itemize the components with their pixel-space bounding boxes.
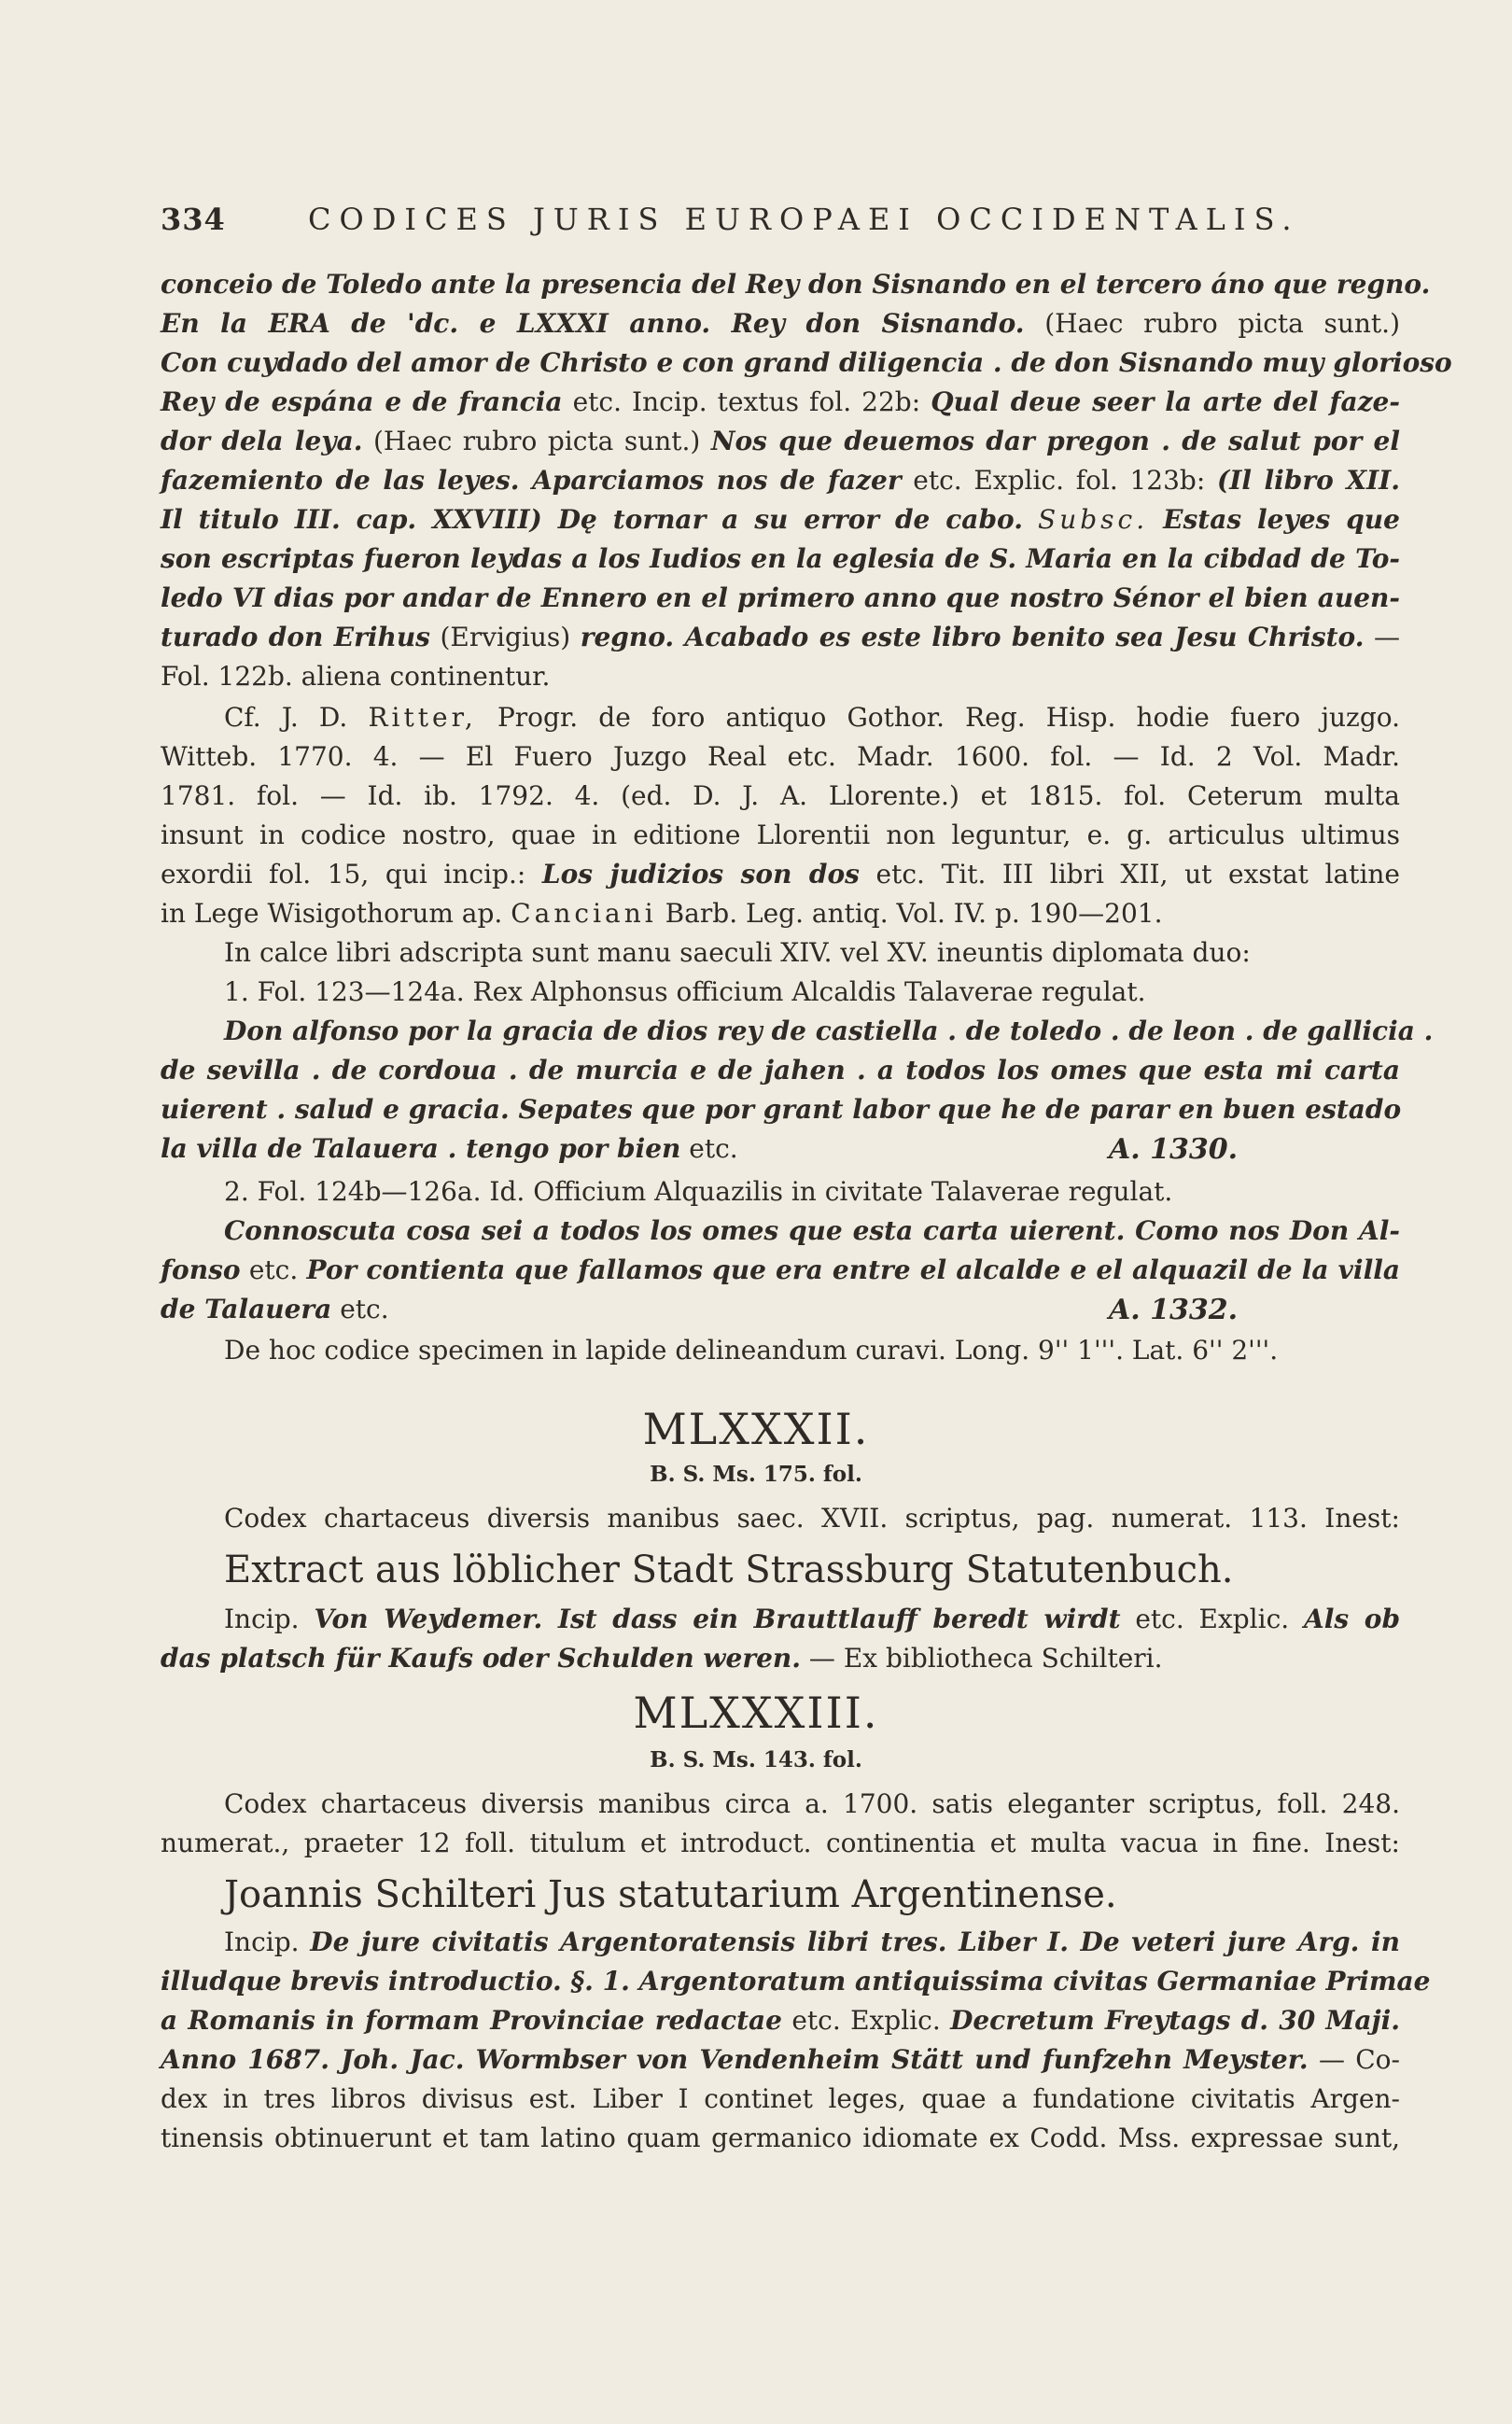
shelfmark: B. S. Ms. 143. fol. [650, 1747, 862, 1772]
text-line: de sevilla . de cordoua . de murcia e de jahen . a todos los omes que esta mi carta [161, 1055, 1400, 1086]
text-line: 2. Fol. 124b—126a. Id. Officium Alquazilis in civitate Talaverae regulat. [224, 1176, 1173, 1207]
text-line: dor dela leya. (Haec rubro picta sunt.) Nos que deuemos dar pregon . de salut por el [161, 426, 1401, 456]
entry-title: Joannis Schilteri Jus statutarium Argentinense. [224, 1873, 1117, 1916]
running-title: CODICES JURIS EUROPAEI OCCIDENTALIS. [308, 202, 1300, 237]
text-line: illudque brevis introductio. §. 1. Argentoratum antiquissima civitas Germaniae Primae [161, 1966, 1431, 1997]
page-number: 334 [161, 202, 226, 237]
shelfmark: B. S. Ms. 175. fol. [650, 1462, 862, 1487]
text-line: uierent . salud e gracia. Sepates que por grant labor que he de parar en buen estado [161, 1094, 1402, 1125]
text-line: numerat., praeter 12 foll. titulum et introduct. continentia et multa vacua in fine. Inest: [161, 1828, 1400, 1858]
date-note: A. 1330. [1109, 1133, 1239, 1166]
entry-number: MLXXXIII. [633, 1688, 879, 1738]
text-line: a Romanis in formam Provinciae redactae etc. Explic. Decretum Freytags d. 30 Maji. [161, 2005, 1401, 2036]
text-line: ledo VI dias por andar de Ennero en el primero anno que nostro Sénor el bien auen- [161, 582, 1400, 613]
text-line: Incip. Von Weydemer. Ist dass ein Brauttlauff beredt wirdt etc. Explic. Als ob [224, 1604, 1401, 1634]
text-line: Witteb. 1770. 4. — El Fuero Juzgo Real etc. Madr. 1600. fol. — Id. 2 Vol. Madr. [161, 741, 1400, 772]
text-line: En la ERA de 'dc. e LXXXI anno. Rey don Sisnando. (Haec rubro picta sunt.) [161, 308, 1400, 339]
text-line: de Talauera etc. [161, 1294, 389, 1324]
text-line: Fol. 122b. aliena continentur. [161, 661, 551, 692]
text-line: fonso etc. Por contienta que fallamos que era entre el alcalde e el alquazil de la villa [161, 1254, 1400, 1285]
text-line: Don alfonso por la gracia de dios rey de castiella . de toledo . de leon . de gallicia . [224, 1016, 1434, 1046]
text-line: son escriptas fueron leydas a los Iudios en la eglesia de S. Maria en la cibdad de To- [161, 543, 1400, 574]
text-line: exordii fol. 15, qui incip.: Los judizios son dos etc. Tit. III libri XII, ut exstat latine [161, 859, 1400, 890]
entry-number: MLXXXII. [642, 1404, 870, 1454]
text-line: In calce libri adscripta sunt manu saeculi XIV. vel XV. ineuntis diplomata duo: [224, 937, 1251, 968]
text-line: Il titulo III. cap. XXVIII) Dę tornar a su error de cabo. Subsc. Estas leyes que [161, 504, 1400, 535]
text-line: Connoscuta cosa sei a todos los omes que esta carta uierent. Como nos Don Al- [224, 1215, 1400, 1246]
text-line: fazemiento de las leyes. Aparciamos nos de fazer etc. Explic. fol. 123b: (Il libro XII. [161, 465, 1400, 496]
text-line: la villa de Talauera . tengo por bien etc. [161, 1133, 738, 1164]
text-line: 1. Fol. 123—124a. Rex Alphonsus officium Alcaldis Talaverae regulat. [224, 976, 1146, 1007]
text-line: das platsch für Kaufs oder Schulden weren. — Ex bibliotheca Schilteri. [161, 1643, 1163, 1674]
text-line: insunt in codice nostro, quae in editione Llorentii non leguntur, e. g. articulus ultimus [161, 820, 1400, 850]
entry-title: Extract aus löblicher Stadt Strassburg Statutenbuch. [224, 1548, 1234, 1591]
text-line: Anno 1687. Joh. Jac. Wormbser von Vendenheim Stätt und funfzehn Meyster. — Co- [161, 2044, 1400, 2075]
text-line: De hoc codice specimen in lapide delineandum curavi. Long. 9'' 1'''. Lat. 6'' 2'''. [224, 1335, 1279, 1366]
text-line: tinensis obtinuerunt et tam latino quam germanico idiomate ex Codd. Mss. expressae sunt, [161, 2123, 1400, 2153]
text-line: Cf. J. D. Ritter, Progr. de foro antiquo Gothor. Reg. Hisp. hodie fuero juzgo. [224, 702, 1401, 733]
text-line: turado don Erihus (Ervigius) regno. Acabado es este libro benito sea Jesu Christo. — [161, 622, 1400, 652]
text-line: conceio de Toledo ante la presencia del Rey don Sisnando en el tercero áno que regno. [161, 269, 1431, 300]
date-note: A. 1332. [1109, 1294, 1239, 1326]
text-line: Codex chartaceus diversis manibus saec. XVII. scriptus, pag. numerat. 113. Inest: [224, 1503, 1400, 1534]
text-line: Rey de espána e de francia etc. Incip. textus fol. 22b: Qual deue seer la arte del faze- [161, 386, 1400, 417]
text-line: in Lege Wisigothorum ap. Canciani Barb. Leg. antiq. Vol. IV. p. 190—201. [161, 898, 1163, 929]
text-line: 1781. fol. — Id. ib. 1792. 4. (ed. D. J. A. Llorente.) et 1815. fol. Ceterum multa [161, 780, 1400, 811]
text-line: Con cuydado del amor de Christo e con grand diligencia . de don Sisnando muy glorioso [161, 347, 1452, 378]
text-line: Incip. De jure civitatis Argentoratensis libri tres. Liber I. De veteri jure Arg. in [224, 1927, 1400, 1957]
text-line: dex in tres libros divisus est. Liber I continet leges, quae a fundatione civitatis Argen- [161, 2083, 1400, 2114]
text-line: Codex chartaceus diversis manibus circa a. 1700. satis eleganter scriptus, foll. 248. [224, 1788, 1400, 1819]
